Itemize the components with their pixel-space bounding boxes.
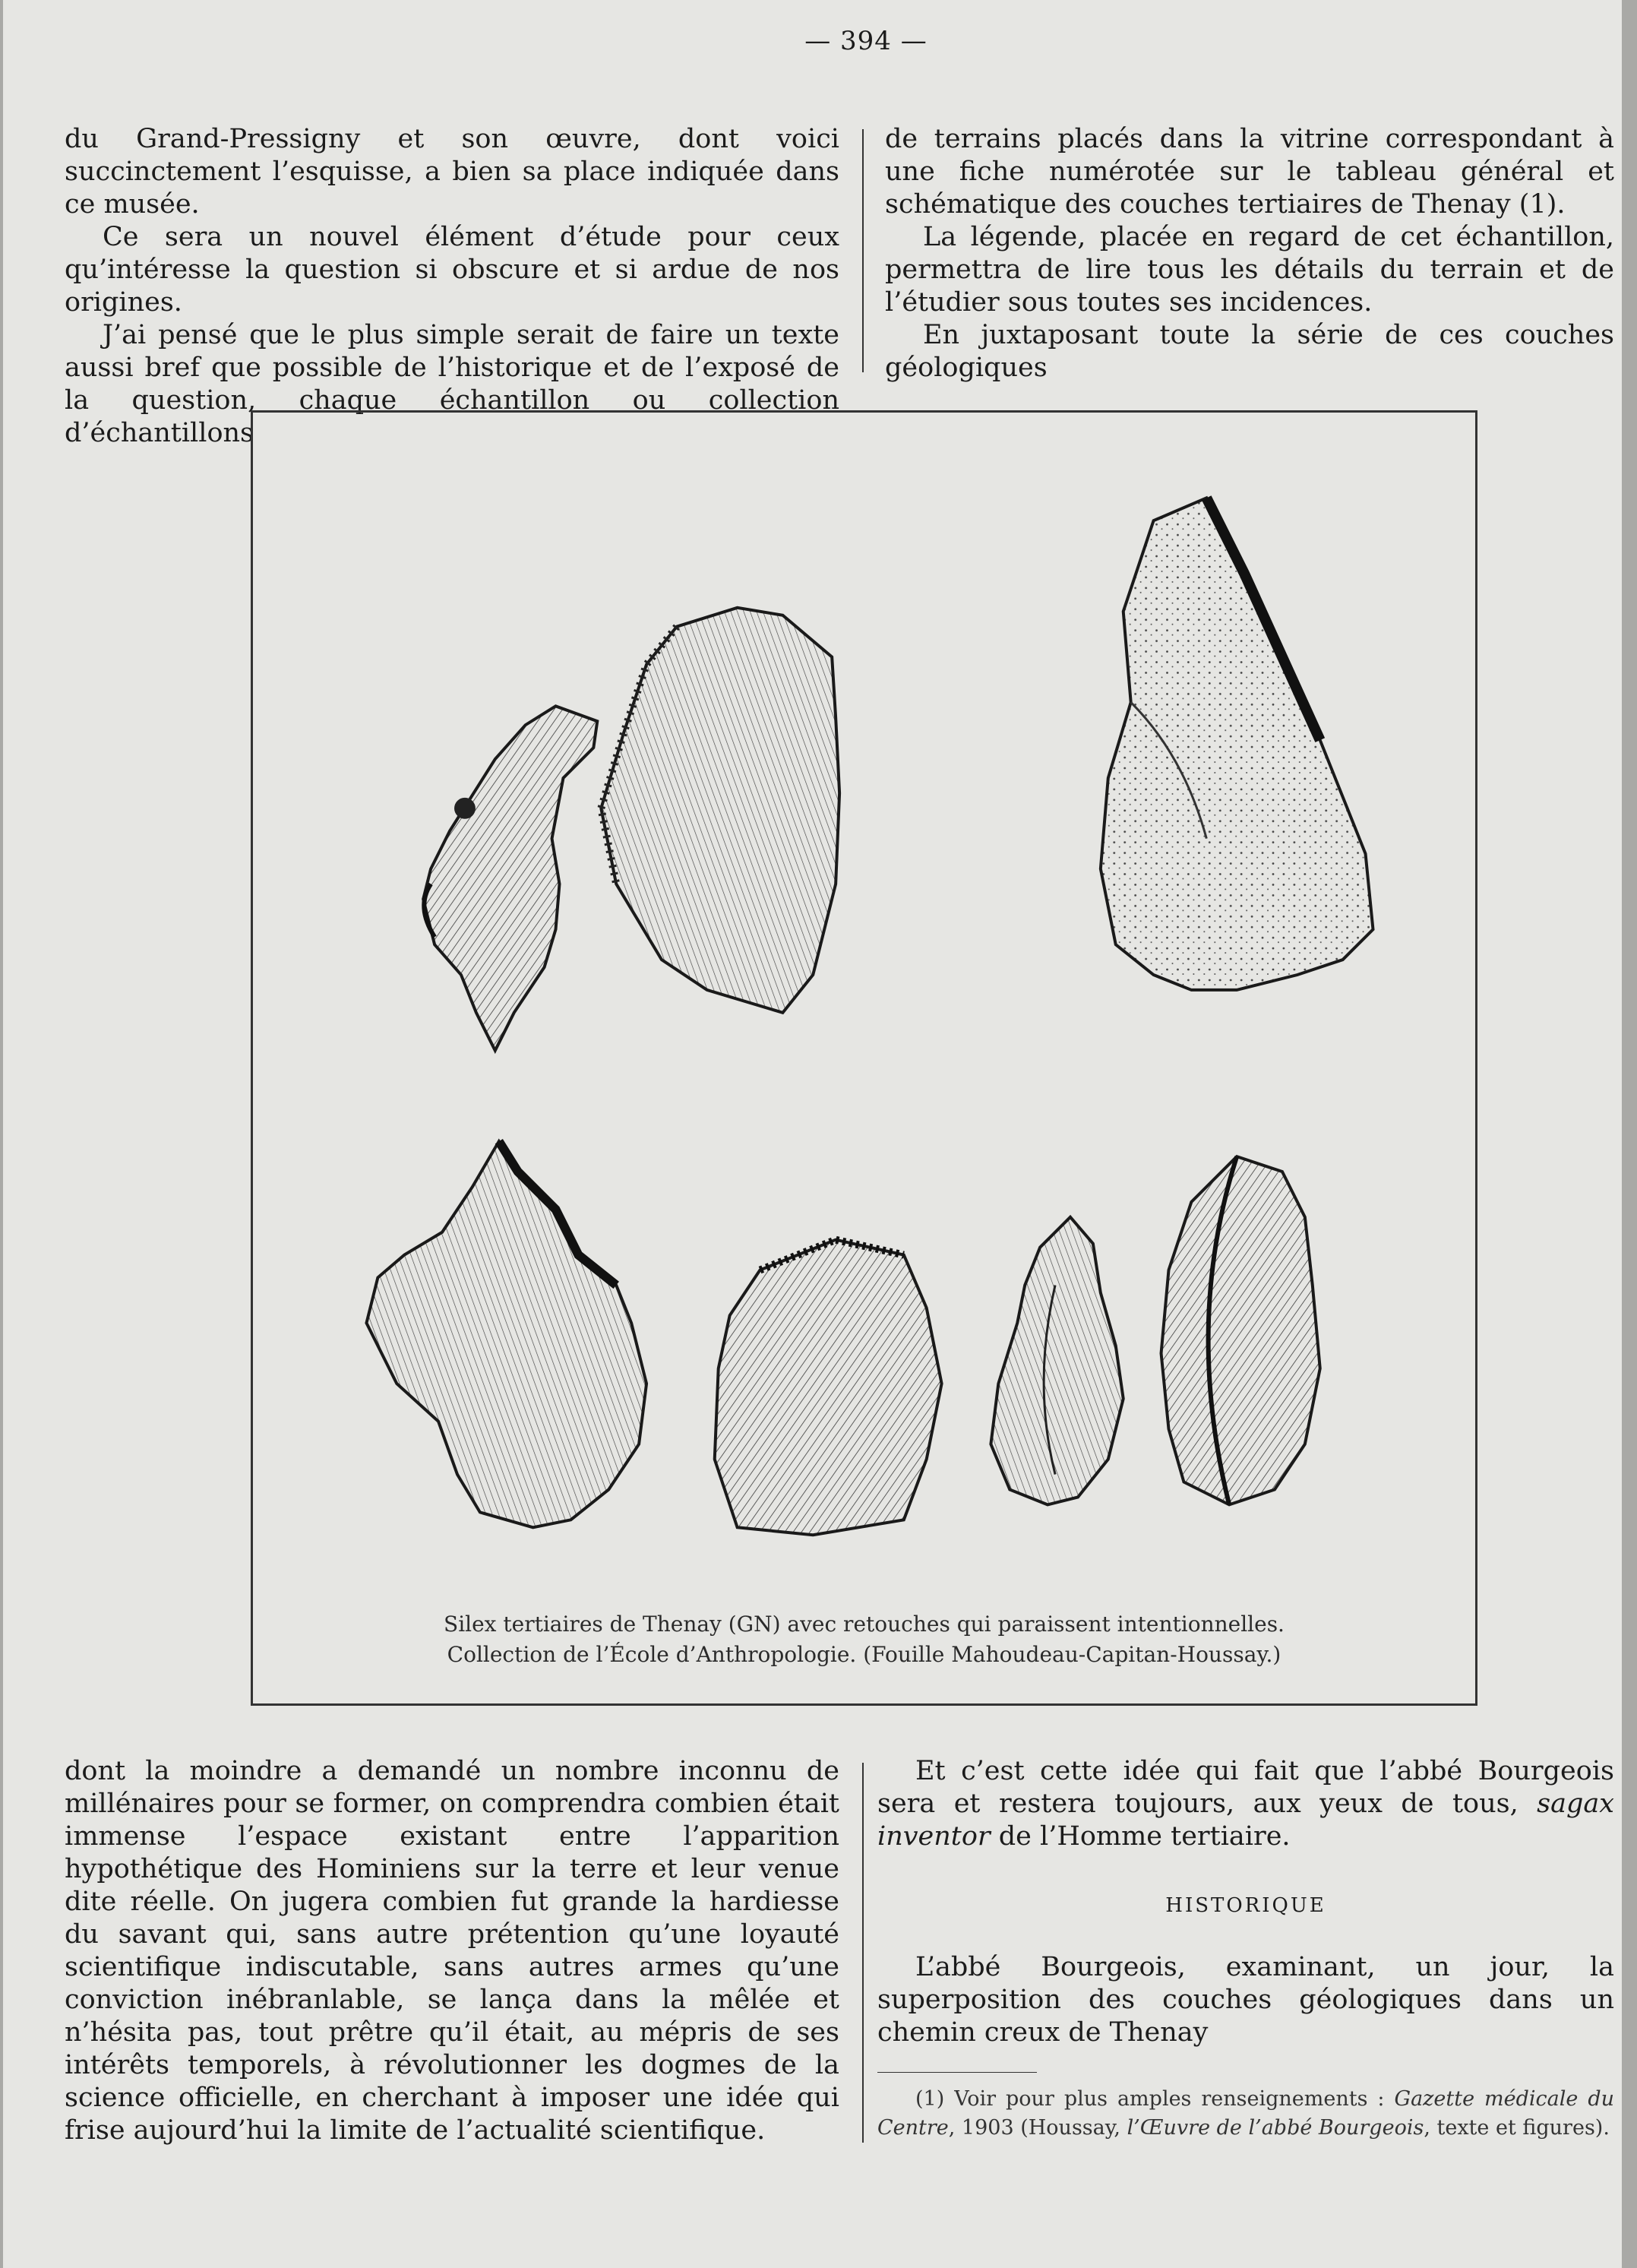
column-top-left: [65, 123, 839, 450]
column-divider-top: [862, 129, 864, 372]
footnote: [877, 2085, 1614, 2143]
italic-text: sagax inventor: [877, 1789, 1614, 1852]
footnote-rule: [877, 2072, 1037, 2073]
paragraph: L’abbé Bourgeois, examinant, un jour, la superposition des couches géologiques dans un chemin creux de Thenay: [877, 1952, 1614, 2048]
flint-5: [715, 1240, 942, 1536]
section-heading: HISTORIQUE: [1165, 1894, 1326, 1917]
paragraph: de terrains placés dans la vitrine correspondant à une fiche numérotée sur le tableau général et schématique des couches tertiaires de Thenay (1).: [885, 124, 1614, 220]
figure-frame: [251, 410, 1477, 1706]
caption-line: Silex tertiaires de Thenay (GN) avec retouches qui paraissent intentionnelles.: [444, 1612, 1285, 1637]
text-run: Et c’est cette idée qui fait que l’abbé Bourgeois sera et restera toujours, aux yeux de tous,: [877, 1756, 1614, 1819]
flint-3: [1101, 498, 1373, 990]
column-top-right: [885, 123, 1614, 384]
column-bottom-left: [65, 1755, 839, 2147]
paragraph: J’ai pensé que le plus simple serait de faire un texte aussi bref que possible de l’historique et de l’exposé de la question, chaque échantillon ou collection d’échantillons: [65, 320, 839, 448]
figure-caption: [253, 1609, 1475, 1670]
text-run: de l’Homme tertiaire.: [990, 1821, 1291, 1852]
paragraph: dont la moindre a demandé un nombre inconnu de millénaires pour se former, on comprendra combien était immense l’espace existant entre l’apparition hypothétique des Hominiens sur la terre et leur venue dite réelle. On jugera combien fut grande la hardiesse du savant qui, sans autre prétention qu’une loyauté scientifique indiscutable, sans autres armes qu’une conviction inébranlable, se lança dans la mêlée et n’hésita pas, tout prêtre qu’il était, au mépris de ses intérêts temporels, à révolutionner les dogmes de la science officielle, en cherchant à imposer une idée qui frise aujourd’hui la limite de l’actualité scientifique.: [65, 1756, 839, 2146]
paragraph: En juxtaposant toute la série de ces couches géologiques: [885, 320, 1614, 383]
column-bottom-right: [877, 1755, 1614, 2143]
page-number: — 394 —: [804, 26, 928, 56]
caption-line: Collection de l’École d’Anthropologie. (Fouille Mahoudeau-Capitan-Houssay.): [447, 1642, 1281, 1667]
text-run: , texte et figures).: [1424, 2116, 1610, 2140]
column-divider-bottom: [862, 1763, 864, 2143]
flint-4: [366, 1141, 646, 1527]
paragraph: La légende, placée en regard de cet échantillon, permettra de lire tous les détails du terrain et de l’étudier sous toutes ses incidences.: [885, 222, 1614, 318]
page-edge-left: [0, 0, 3, 2268]
flint-2: [601, 608, 839, 1013]
paragraph: du Grand-Pressigny et son œuvre, dont voici succinctement l’esquisse, a bien sa place indiquée dans ce musée.: [65, 124, 839, 220]
paragraph: Ce sera un nouvel élément d’étude pour ceux qu’intéresse la question si obscure et si ardue de nos origines.: [65, 222, 839, 318]
italic-text: l’Œuvre de l’abbé Bourgeois: [1127, 2116, 1424, 2140]
flint-1: [423, 706, 597, 1050]
text-run: , 1903 (Houssay,: [948, 2116, 1127, 2140]
page-edge-right: [1622, 0, 1637, 2268]
italic-text: Gazette médicale du Centre: [877, 2087, 1614, 2140]
flint-illustration: [253, 413, 1475, 1537]
flint-7: [1161, 1156, 1320, 1504]
flint-6: [991, 1217, 1123, 1505]
paragraph: [877, 1755, 1614, 1853]
text-run: (1) Voir pour plus amples renseignements :: [915, 2087, 1395, 2111]
